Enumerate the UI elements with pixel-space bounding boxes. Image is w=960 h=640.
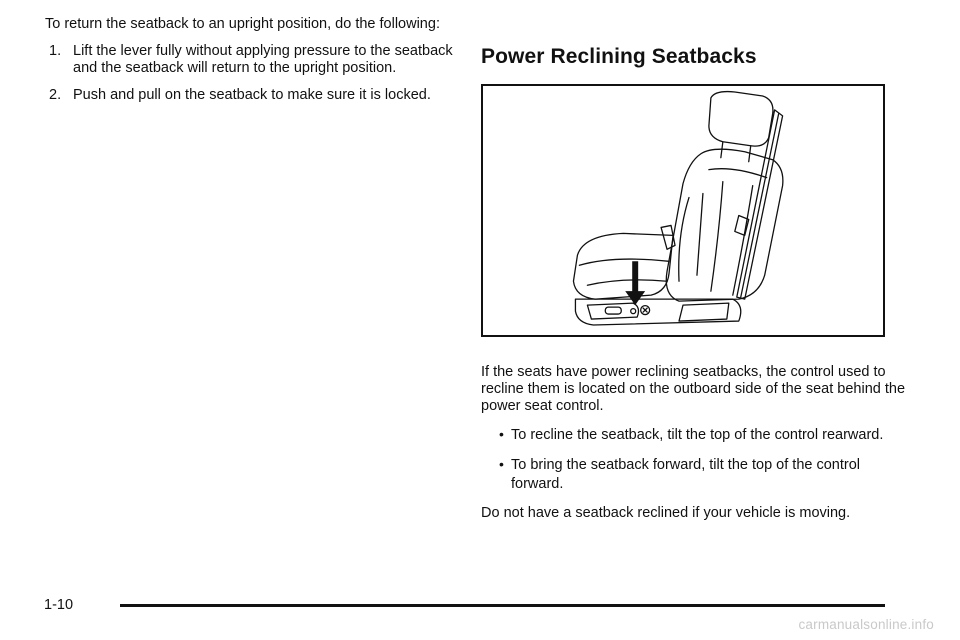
seat-illustration [481,84,885,337]
page-number: 1-10 [44,597,74,613]
bullet-text: To bring the seatback forward, tilt the top of the control forward. [511,457,860,492]
seat-drawing [483,86,883,335]
list-number: 1. [49,43,62,59]
closing-paragraph: Do not have a seatback reclined if your vehicle is moving. [481,505,851,521]
description-paragraph: If the seats have power reclining seatbacks, the control used to recline them is located on the outboard side of the seat behind the power seat control. [481,364,906,414]
list-item [481,426,911,445]
intro-text: To return the seatback to an upright position, do the following: [45,16,440,32]
list-item [45,87,455,104]
list-item [45,43,455,77]
watermark: carmanualsonline.info [798,617,934,632]
list-number: 2. [49,87,62,103]
list-item [481,456,911,494]
list-text: Push and pull on the seatback to make sure it is locked. [73,87,431,103]
left-column [45,16,455,114]
body-text [481,364,911,533]
bullet-text: To recline the seatback, tilt the top of the control rearward. [511,427,884,443]
footer-divider [120,604,885,607]
section-heading: Power Reclining Seatbacks [481,45,757,68]
bullet-icon: • [499,456,504,472]
list-text: Lift the lever fully without applying pressure to the seatback and the seatback will return to the upright position. [73,43,453,76]
bullet-icon: • [499,426,504,442]
